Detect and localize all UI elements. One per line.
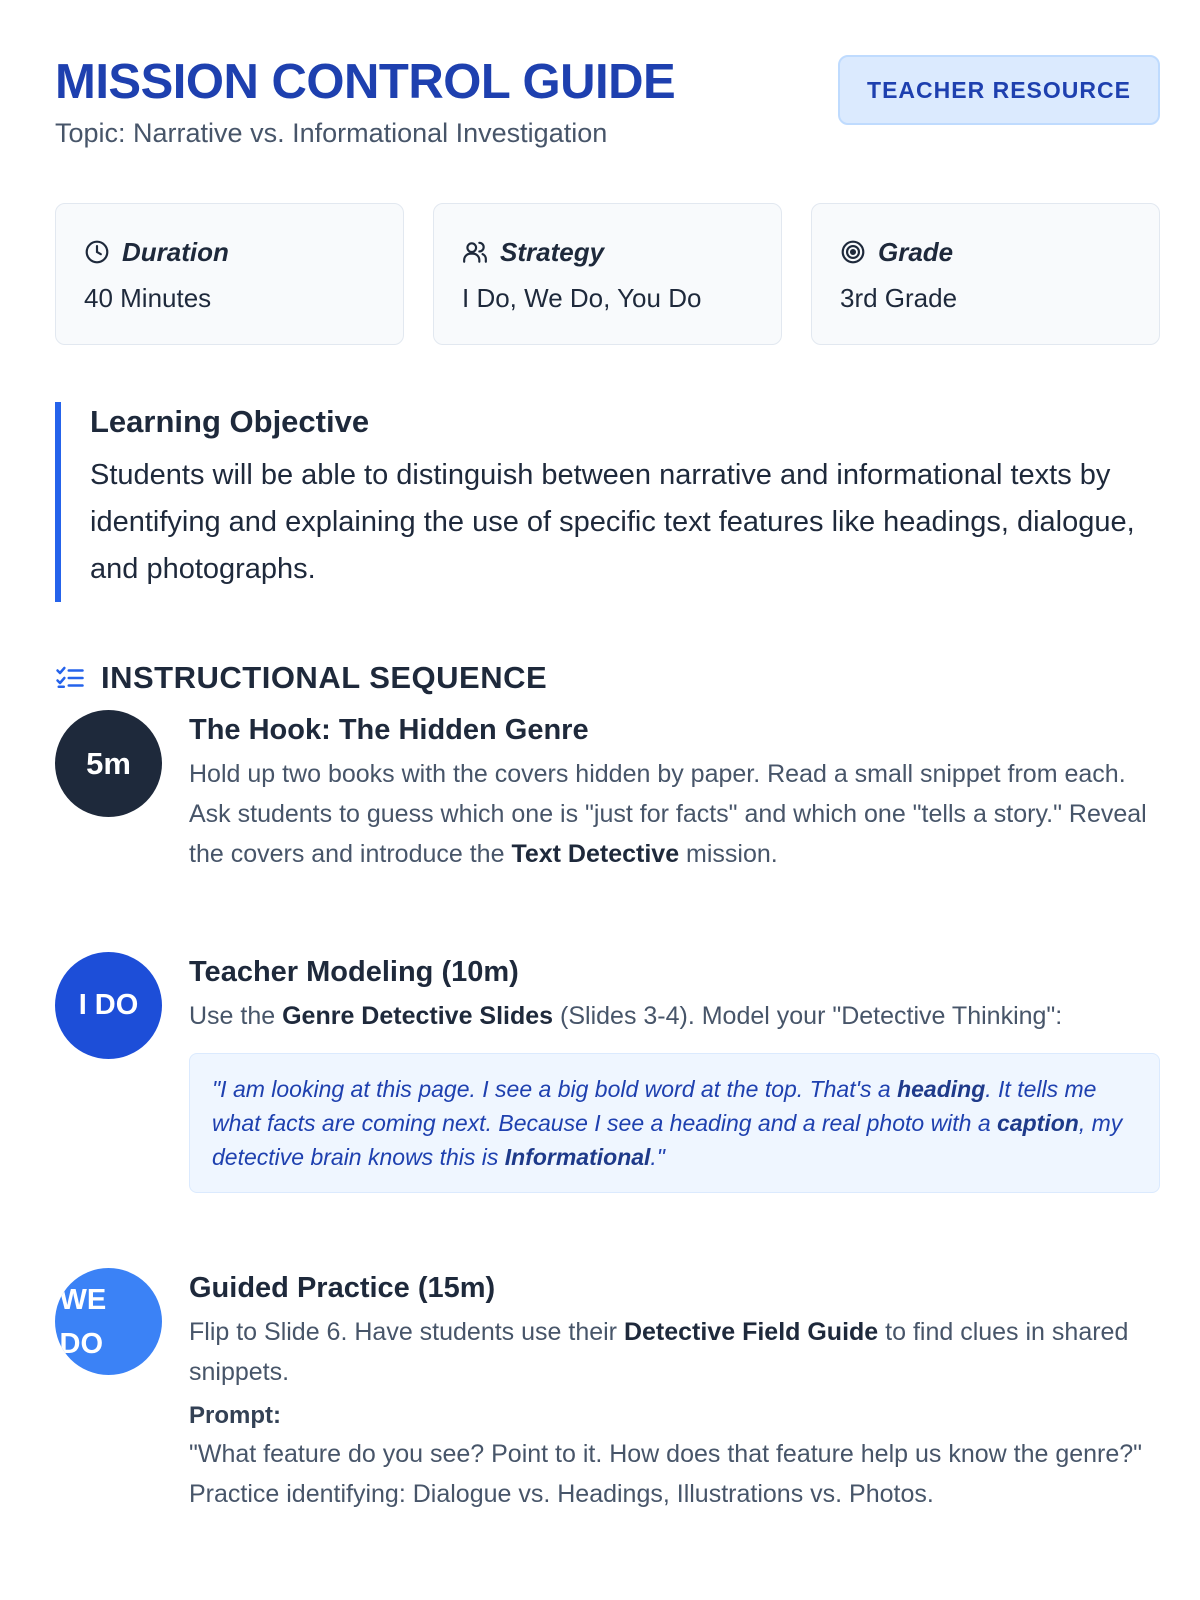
objective-heading: Learning Objective (90, 404, 370, 439)
strategy-value: I Do, We Do, You Do (462, 283, 702, 313)
strategy-label: Strategy (500, 236, 605, 267)
grade-label: Grade (878, 236, 954, 267)
step-text-bold: Text Detective (511, 840, 680, 868)
quote-bold: heading (897, 1076, 986, 1102)
step-body (189, 710, 1160, 874)
sequence-heading: INSTRUCTIONAL SEQUENCE (101, 660, 548, 695)
step-title: The Hook: The Hidden Genre (189, 714, 589, 746)
step-text-bold: Detective Field Guide (623, 1318, 879, 1346)
step-text-part: Flip to Slide 6. Have students use their (189, 1318, 624, 1346)
grade-value: 3rd Grade (840, 283, 958, 313)
quote-bold: caption (997, 1110, 1079, 1136)
header (55, 52, 1160, 150)
step-description (189, 996, 1160, 1036)
step-description (189, 1312, 1160, 1392)
duration-card (55, 203, 404, 345)
step-text-part: (Slides 3-4). Model your "Detective Thinking": (553, 1002, 1063, 1030)
badge-text (60, 1278, 140, 1366)
teacher-resource-badge: TEACHER RESOURCE (838, 55, 1160, 125)
grade-card (811, 203, 1160, 345)
strategy-card-head (462, 234, 753, 270)
grade-card-head (840, 234, 1131, 270)
step-text-part: mission. (679, 840, 778, 868)
objective-text: Students will be able to distinguish between narrative and informational texts by identifying and explaining the use of specific text features like headings, dialogue, and photographs. (90, 459, 1135, 585)
prompt-text: "What feature do you see? Point to it. How does that feature help us know the genre?" Practice identifying: Dialogue vs. Headings, Illustrations vs. Photos. (189, 1440, 1143, 1508)
step-body (189, 1268, 1160, 1514)
quote-part: ." (650, 1144, 665, 1170)
users-icon (462, 239, 488, 265)
page-title: MISSION CONTROL GUIDE (55, 55, 676, 109)
duration-card-head (84, 234, 375, 270)
step-text-bold: Genre Detective Slides (282, 1002, 554, 1030)
clock-icon (84, 239, 110, 265)
target-icon (840, 239, 866, 265)
step-phase-badge (55, 1268, 162, 1375)
quote-bold: Informational (504, 1144, 651, 1170)
instructional-sequence-header (55, 660, 547, 696)
info-cards (55, 203, 1160, 345)
step-text-part: Hold up two books with the covers hidden by paper. Read a small snippet from each. Ask students to guess which one is "just for facts" and which one "tells a story." Reveal the covers and introduce the (189, 760, 1147, 868)
duration-value: 40 Minutes (84, 283, 212, 313)
step-text-part: Use the (189, 1002, 283, 1030)
step-time-badge: 5m (55, 710, 162, 817)
duration-label: Duration (122, 236, 229, 267)
detective-thinking-quote (189, 1053, 1160, 1193)
step-phase-badge: I DO (55, 952, 162, 1059)
quote-part: "I am looking at this page. I see a big bold word at the top. That's a (212, 1076, 898, 1102)
step-title: Guided Practice (15m) (189, 1272, 496, 1304)
step-text-part: to find clues in shared snippets. (189, 1318, 1129, 1386)
step-description (189, 754, 1160, 874)
quote-part: . It tells me what facts are coming next. Because I see a heading and a real photo with a (212, 1076, 1097, 1136)
quote-part: , my detective brain knows this is (212, 1110, 1123, 1170)
prompt-label: Prompt: (189, 1402, 281, 1429)
step-body (189, 952, 1160, 1193)
page-subtitle: Topic: Narrative vs. Informational Investigation (55, 118, 608, 148)
badge-line: DO (59, 1327, 103, 1360)
learning-objective (55, 402, 1160, 602)
step-title: Teacher Modeling (10m) (189, 956, 519, 988)
checklist-icon (55, 663, 85, 693)
strategy-card (433, 203, 782, 345)
badge-line: WE (59, 1283, 107, 1316)
